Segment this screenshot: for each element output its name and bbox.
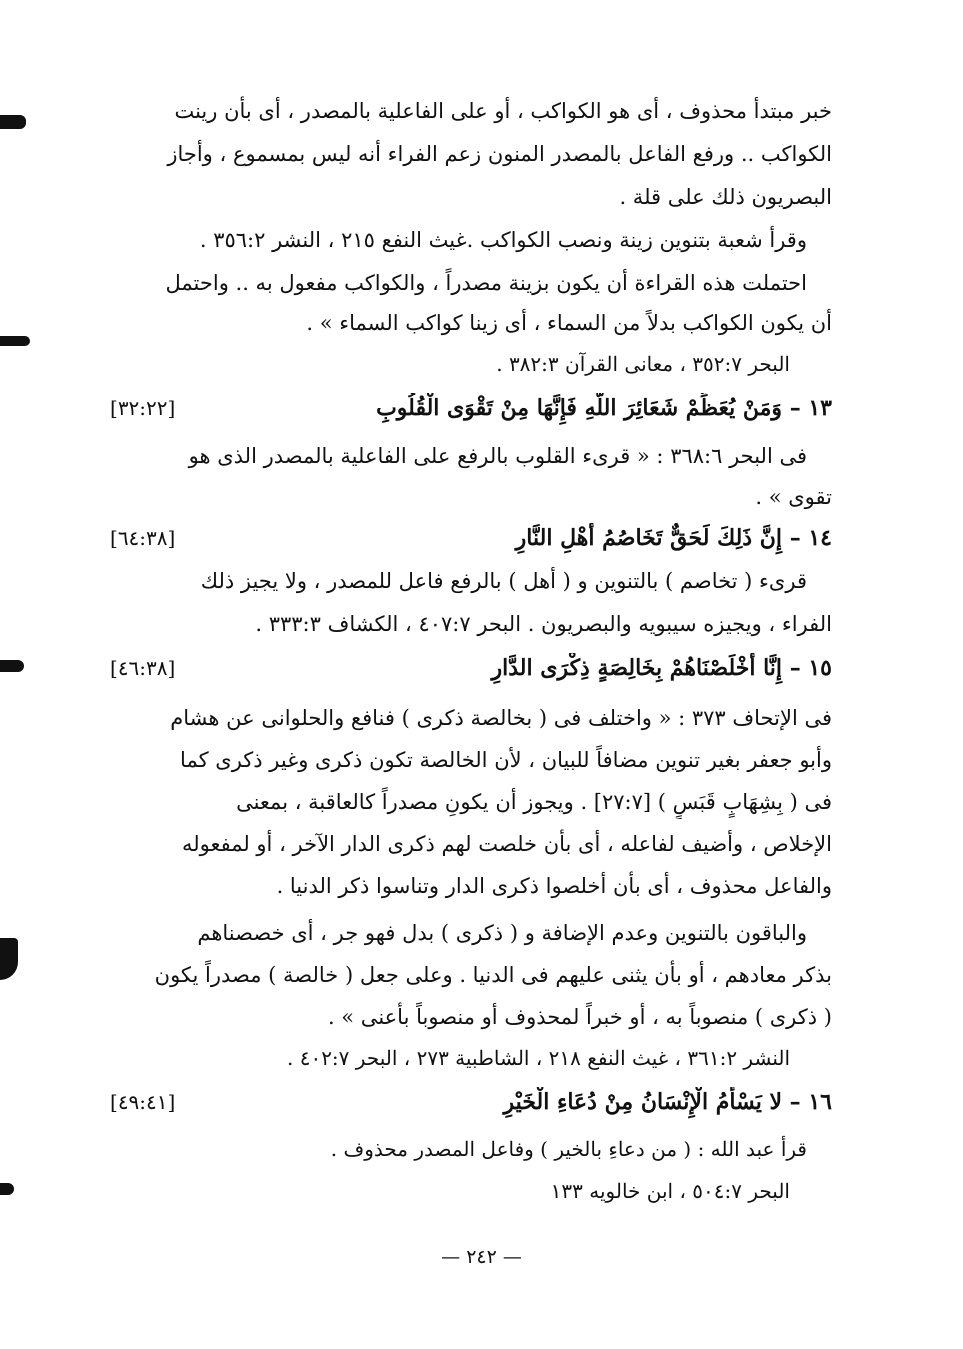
text-line: والفاعل محذوف ، أى بأن أخلصوا ذكرى الدار وتناسوا ذكر الدنيا . — [276, 874, 832, 898]
text-line: الإخلاص ، وأضيف لفاعله ، أى بأن خلصت لهم ذكرى الدار الآخر ، أو لمفعوله — [181, 832, 832, 856]
text-line: بذكر معادهم ، أو بأن يثنى عليهم فى الدنيا . وعلى جعل ( خالصة ) مصدراً يكون — [154, 963, 832, 987]
scan-edge-mark — [0, 938, 18, 980]
page-number: — ٢٤٢ — — [441, 1246, 522, 1268]
verse-reference: [٤٩:٤١] — [110, 1090, 176, 1114]
reference-line: البحر ٥٠٤:٧ ، ابن خالويه ١٣٣ — [550, 1179, 790, 1203]
verse-reference: [٦٤:٣٨] — [110, 526, 176, 550]
verse-text: ١٦ – لا يَسْأَمُ الْإِنْسَانُ مِنْ دُعَاءِ الْخَيْرِ — [503, 1089, 832, 1115]
scan-edge-mark — [0, 115, 26, 129]
text-line: والباقون بالتنوين وعدم الإضافة و ( ذكرى ) بدل فهو جر ، أى خصصناهم — [197, 921, 807, 945]
verse-15 — [110, 653, 832, 685]
text-line: ( ذكرى ) منصوباً به ، أو خبراً لمحذوف أو منصوباً بأعنى » . — [327, 1005, 832, 1029]
text-line: قرىء ( تخاصم ) بالتنوين و ( أهل ) بالرفع فاعل للمصدر ، ولا يجيز ذلك — [200, 569, 807, 593]
text-line: خبر مبتدأ محذوف ، أى هو الكواكب ، أو على الفاعلية بالمصدر ، أى بأن رينت — [174, 99, 832, 123]
text-line: قرأ عبد الله : ( من دعاءِ بالخير ) وفاعل المصدر محذوف . — [330, 1137, 807, 1161]
text-line: احتملت هذه القراءة أن يكون بزينة مصدراً ، والكواكب مفعول به .. واحتمل — [165, 271, 807, 295]
text-line: وأبو جعفر بغير تنوين مضافاً للبيان ، لأن الخالصة تكون ذكرى وغير ذكرى كما — [180, 748, 832, 772]
text-line: الكواكب .. ورفع الفاعل بالمصدر المنون زعم الفراء أنه ليس بمسموع ، وأجاز — [167, 142, 832, 166]
verse-reference: [٣٢:٢٢] — [110, 396, 176, 420]
verse-13 — [110, 393, 832, 425]
verse-text: ١٤ – إِنَّ ذَلِكَ لَحَقٌّ تَخَاصُمُ أَهْلِ النَّارِ — [515, 525, 832, 551]
verse-reference: [٤٦:٣٨] — [110, 656, 176, 680]
reference-line: النشر ٣٦١:٢ ، غيث النفع ٢١٨ ، الشاطبية ٢٧٣ ، البحر ٤٠٢:٧ . — [286, 1046, 790, 1070]
verse-14 — [110, 523, 832, 555]
text-line: فى ( بِشِهَابٍ قَبَسٍ ) [٢٧:٧] . ويجوز أن يكونِ مصدراً كالعاقبة ، بمعنى — [236, 790, 832, 814]
scan-edge-mark — [0, 336, 30, 346]
text-line: وقرأ شعبة بتنوين زينة ونصب الكواكب .غيث النفع ٢١٥ ، النشر ٣٥٦:٢ . — [199, 228, 807, 252]
scan-edge-mark — [0, 1183, 14, 1195]
verse-text: ١٣ – وَمَنْ يُعَظِّمْ شَعَائِرَ اللَّهِ فَإِنَّهَا مِنْ تَقْوَى الْقُلُوبِ — [376, 395, 832, 421]
text-line: تقوى » . — [755, 485, 832, 509]
text-line: البصريون ذلك على قلة . — [619, 185, 832, 209]
text-line: فى الإتحاف ٣٧٣ : « واختلف فى ( بخالصة ذكرى ) فنافع والحلوانى عن هشام — [170, 706, 832, 730]
verse-text: ١٥ – إِنَّا أَخْلَصْنَاهُمْ بِخَالِصَةٍ ذِكْرَى الدَّارِ — [491, 655, 832, 681]
text-line: أن يكون الكواكب بدلاً من السماء ، أى زينا كواكب السماء » . — [306, 311, 832, 335]
scan-edge-mark — [0, 660, 24, 672]
text-line: فى البحر ٣٦٨:٦ : « قرىء القلوب بالرفع على الفاعلية بالمصدر الذى هو — [188, 444, 807, 468]
verse-16 — [110, 1087, 832, 1119]
text-line: الفراء ، ويجيزه سيبويه والبصريون . البحر ٤٠٧:٧ ، الكشاف ٣٣٣:٣ . — [255, 612, 832, 636]
reference-line: البحر ٣٥٢:٧ ، معانى القرآن ٣٨٢:٣ . — [496, 352, 790, 376]
